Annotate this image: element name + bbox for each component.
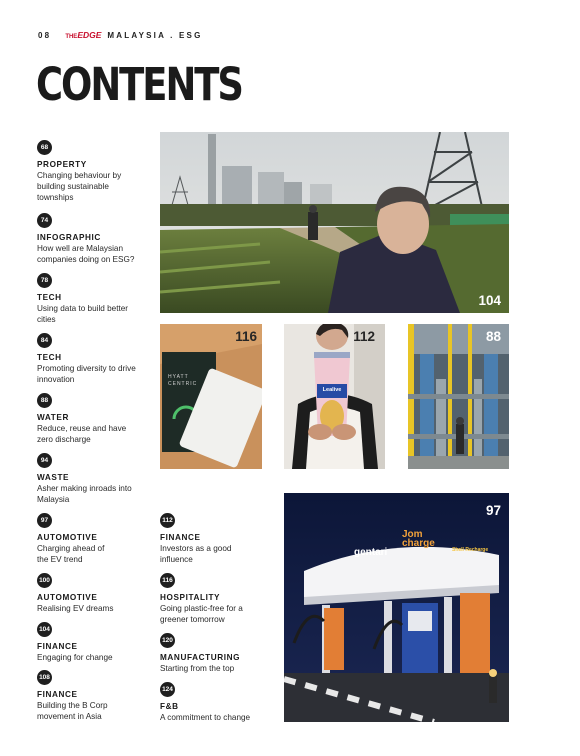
farm-illustration — [160, 132, 509, 313]
entry-category: FINANCE — [37, 642, 78, 651]
toc-entry-infographic[interactable] — [37, 213, 149, 265]
entry-category: TECH — [37, 353, 62, 362]
entry-category: HOSPITALITY — [160, 593, 221, 602]
entry-category: TECH — [37, 293, 62, 302]
plant-illustration — [408, 324, 509, 469]
page-badge: 108 — [37, 670, 52, 685]
page-badge: 84 — [37, 333, 52, 348]
shell-recharge-sign: Shell Recharge — [452, 547, 489, 553]
cup-label: Lealive — [322, 387, 342, 393]
page-title: CONTENTS — [36, 58, 242, 111]
page-badge: 116 — [160, 573, 175, 588]
page-badge: 78 — [37, 273, 52, 288]
entry-description: A commitment to change — [160, 713, 251, 722]
entry-category: WATER — [37, 413, 69, 422]
charging-station-illustration — [284, 493, 509, 722]
page-badge: 112 — [160, 513, 175, 528]
toc-entry-automotive-1[interactable] — [37, 513, 149, 565]
entry-category: MANUFACTURING — [160, 653, 241, 662]
entry-description: Changing behaviour by building sustainable townships — [37, 171, 122, 203]
hotel-card-text: HYATT CENTRIC — [168, 374, 198, 387]
photo-page-number: 97 — [485, 503, 501, 518]
entry-category: PROPERTY — [37, 160, 87, 169]
entry-description: How well are Malaysian companies doing on ESG? — [37, 244, 135, 265]
photo-ev-charging-station[interactable] — [284, 493, 509, 722]
page-badge: 94 — [37, 453, 52, 468]
entry-description: Engaging for change — [37, 653, 113, 662]
entry-description: Going plastic-free for a greener tomorrow — [160, 604, 243, 625]
toc-entry-water[interactable] — [37, 393, 149, 445]
toc-entry-tech-1[interactable] — [37, 273, 149, 325]
entry-category: INFOGRAPHIC — [37, 233, 101, 242]
photo-hotel-key-card[interactable] — [160, 324, 262, 469]
toc-entry-finance-1[interactable] — [37, 622, 149, 663]
entry-category: AUTOMOTIVE — [37, 533, 98, 542]
running-header — [38, 29, 203, 41]
cup-illustration — [284, 324, 385, 469]
photo-bubble-tea-cup[interactable] — [284, 324, 385, 469]
entry-description: Starting from the top — [160, 664, 235, 673]
page-badge: 97 — [37, 513, 52, 528]
page-badge: 104 — [37, 622, 52, 637]
entry-description: Promoting diversity to drive innovation — [37, 364, 136, 385]
toc-entry-finance-3[interactable] — [160, 513, 272, 565]
page-badge: 68 — [37, 140, 52, 155]
the-edge-logo: THE EDGE — [65, 30, 102, 40]
entry-description: Investors as a good influence — [160, 544, 232, 565]
photo-page-number: 116 — [235, 329, 257, 344]
entry-description: Building the B Corp movement in Asia — [37, 701, 108, 722]
toc-entry-manufacturing[interactable] — [160, 633, 272, 674]
page-badge: 88 — [37, 393, 52, 408]
entry-category: FINANCE — [160, 533, 201, 542]
page-number: 08 — [38, 30, 52, 40]
photo-page-number: 104 — [478, 293, 501, 308]
section-name: MALAYSIA . ESG — [107, 30, 203, 40]
toc-entry-hospitality[interactable] — [160, 573, 272, 625]
gentari-logo: gentari — [354, 547, 388, 558]
hotel-card-illustration — [160, 324, 262, 469]
page-badge: 100 — [37, 573, 52, 588]
toc-entry-fnb[interactable] — [160, 682, 272, 723]
toc-entry-finance-2[interactable] — [37, 670, 149, 722]
photo-farm-power-plant[interactable] — [160, 132, 509, 313]
page-badge: 124 — [160, 682, 175, 697]
photo-water-treatment-plant[interactable] — [408, 324, 509, 469]
entry-category: AUTOMOTIVE — [37, 593, 98, 602]
entry-category: F&B — [160, 702, 179, 711]
toc-entry-automotive-2[interactable] — [37, 573, 149, 614]
entry-category: FINANCE — [37, 690, 78, 699]
page-badge: 74 — [37, 213, 52, 228]
entry-description: Reduce, reuse and have zero discharge — [37, 424, 127, 445]
photo-page-number: 88 — [485, 329, 501, 344]
entry-description: Realising EV dreams — [37, 604, 114, 613]
entry-description: Charging ahead of the EV trend — [37, 544, 105, 565]
page-badge: 120 — [160, 633, 175, 648]
jom-charge-sign: Jom charge — [402, 529, 435, 549]
entry-description: Using data to build better cities — [37, 304, 129, 325]
entry-category: WASTE — [37, 473, 70, 482]
toc-entry-property[interactable] — [37, 140, 149, 204]
photo-page-number: 112 — [353, 329, 375, 344]
entry-description: Asher making inroads into Malaysia — [37, 484, 132, 505]
toc-entry-waste[interactable] — [37, 453, 149, 505]
toc-entry-tech-2[interactable] — [37, 333, 149, 385]
